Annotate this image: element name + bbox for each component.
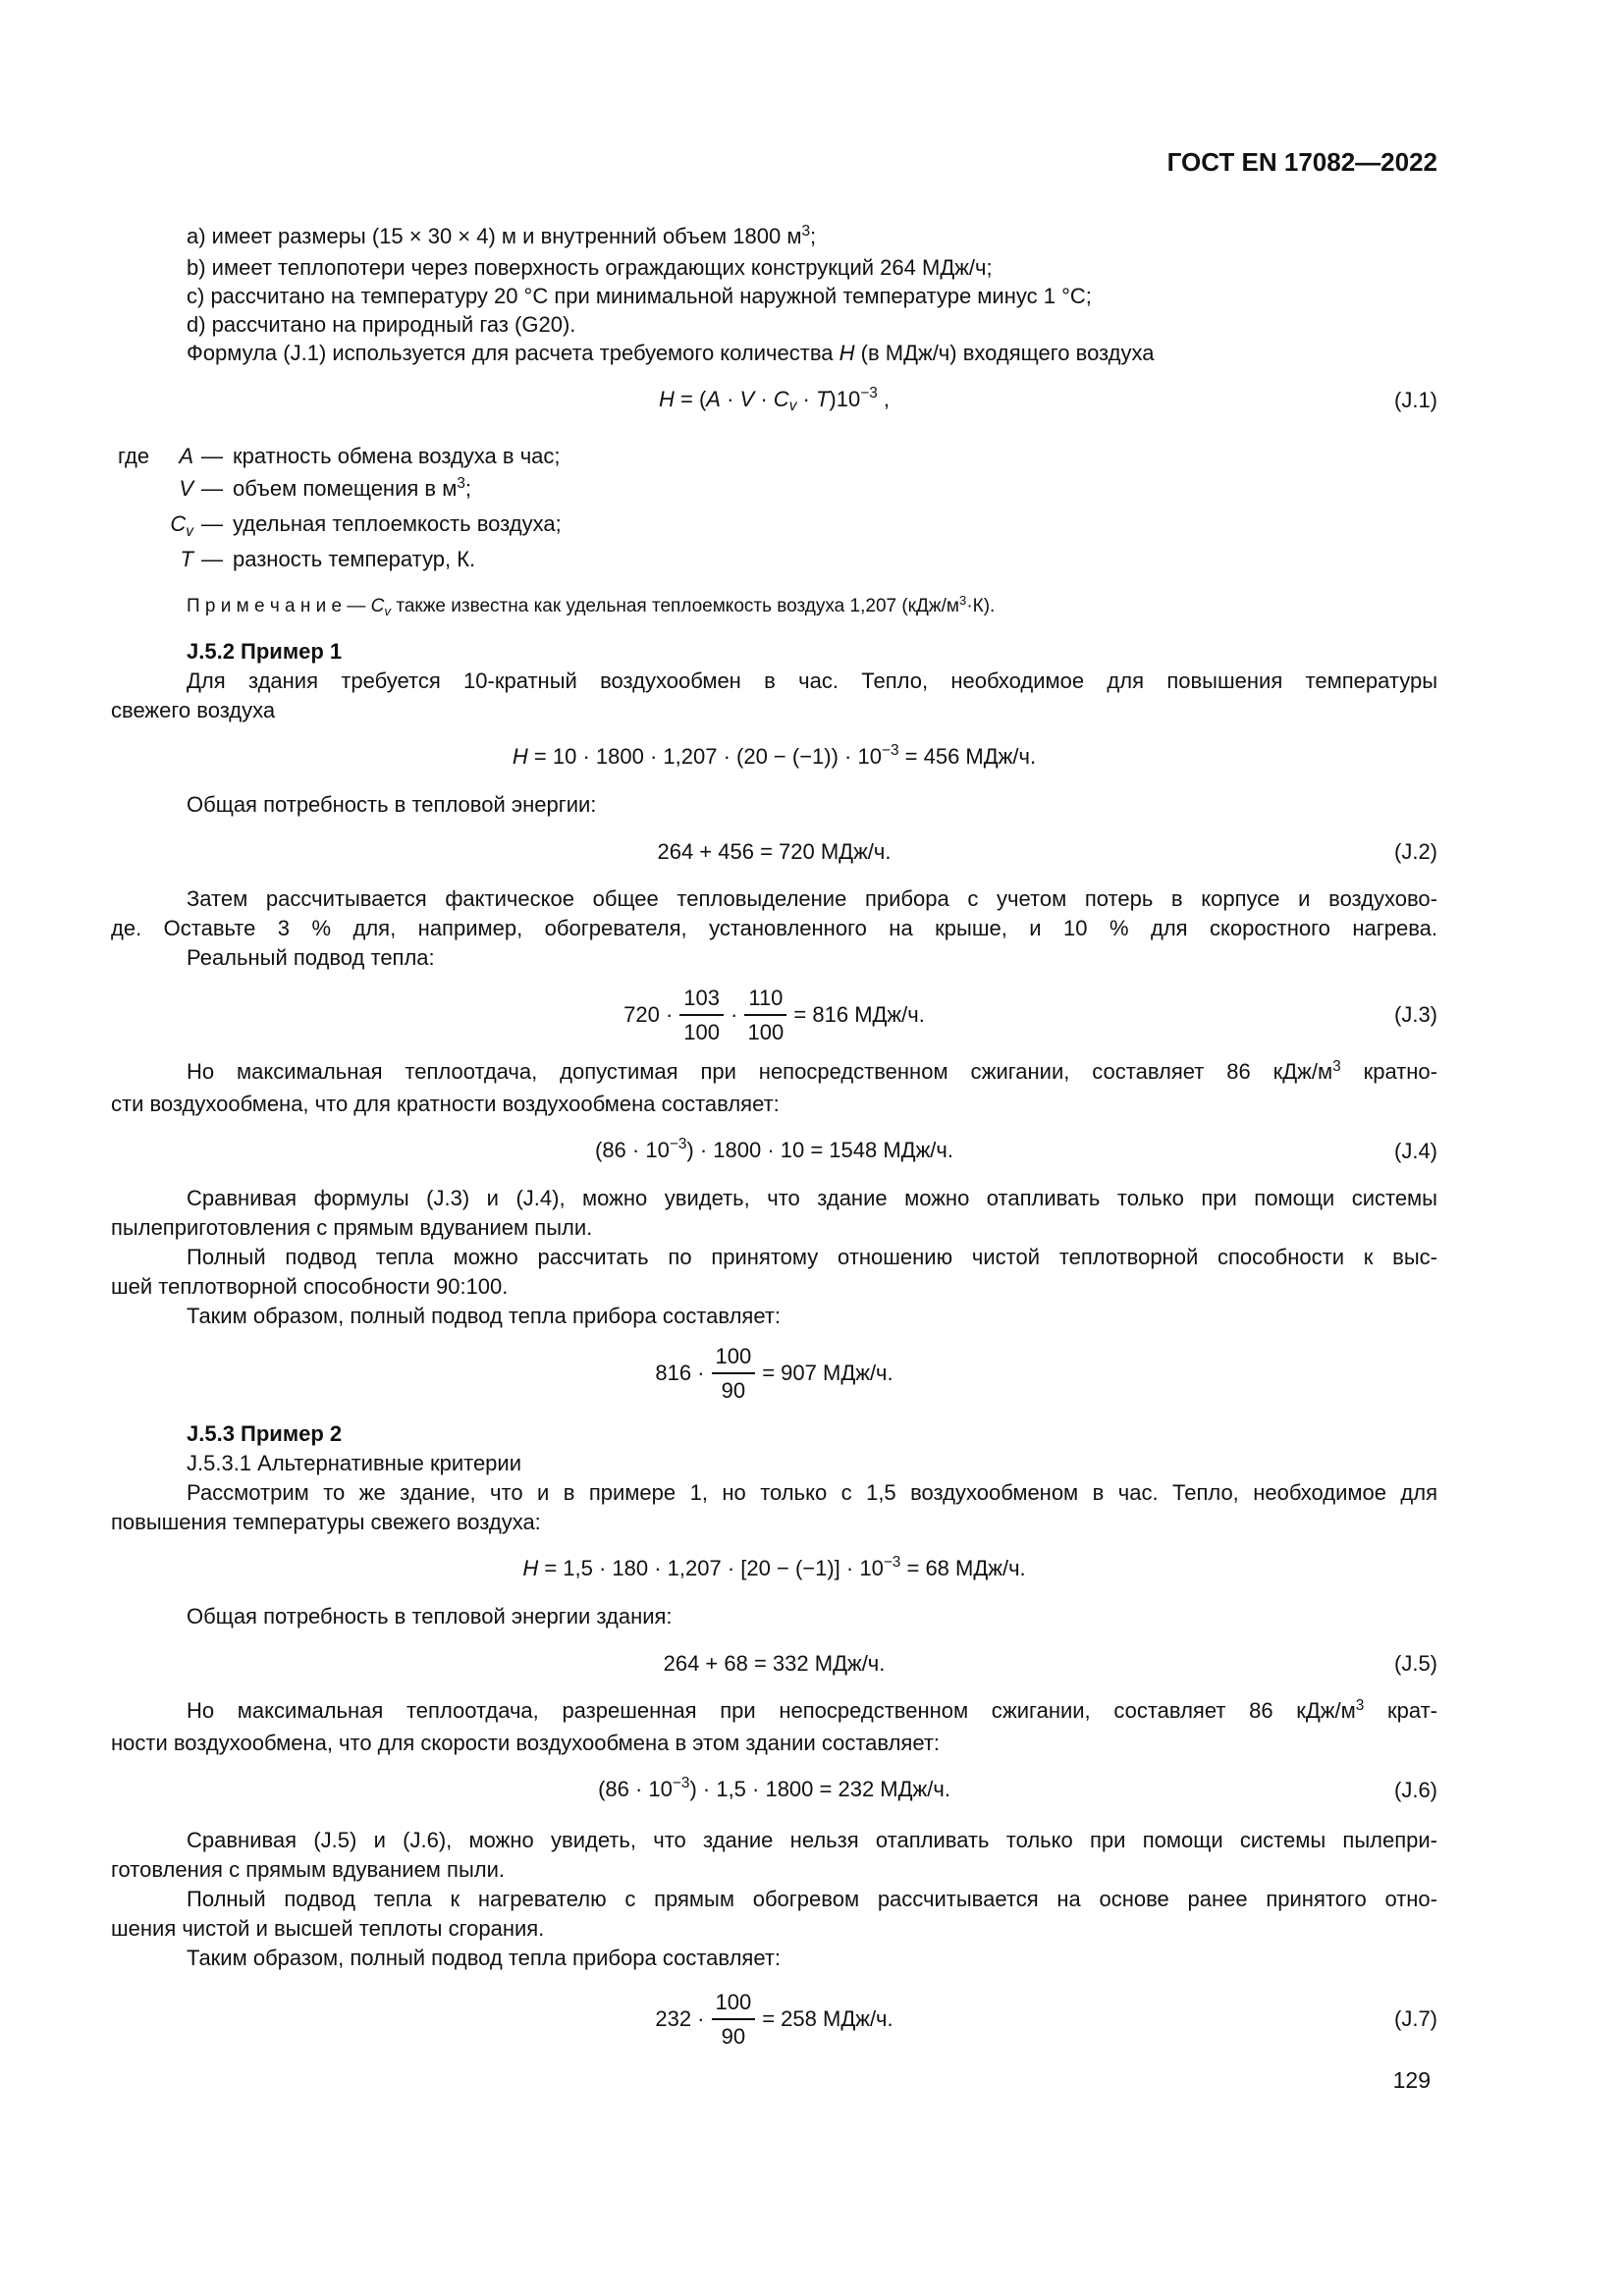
list-item-c: c) рассчитано на температуру 20 °С при минимальной наружной температуре минус 1 °С; [187,284,1092,308]
paragraph-line: сти воздухообмена, что для кратности воздухообмена составляет: [111,1092,780,1116]
variable-definition: объем помещения в $м^3$; [233,474,472,501]
fraction: $\frac{103}{100}$ [679,985,724,1045]
formula-j6-expression: $(86 \cdot 10^{-3}) \cdot 1,5 \cdot 1800 = 232$ МДж/ч. [598,1775,950,1801]
paragraph-line: пылеприготовления с прямым вдуванием пыли. [111,1215,593,1240]
formula-j5 [111,1646,1437,1682]
paragraph-line: Сравнивая формулы (J.3) и (J.4), можно увидеть, что здание можно отапливать только при помощи системы [187,1186,1437,1210]
formula-j1 [111,383,1437,418]
variable-definition: кратность обмена воздуха в час; [233,444,561,468]
paragraph-line: Рассмотрим то же здание, что и в примере 1, но только с 1,5 воздухообменом в час. Тепло, необходимое для [187,1480,1437,1505]
formula-j1-label: (J.1) [1394,388,1437,412]
variable-row [111,543,1437,575]
formula-j2-label: (J.2) [1394,839,1437,864]
dash: — [201,476,223,501]
formula-j3-expression: 720 · $\frac{103}{100}$ · $\frac{110}{100}$ = 816 МДж/ч. [623,986,925,1044]
variable-name: $C_v$ [170,511,193,540]
formula-j7-expression: 232 · $\frac{100}{90}$ = 258 МДж/ч. [655,1990,893,2049]
paragraph-line: Для здания требуется 10-кратный воздухообмен в час. Тепло, необходимое для повышения температуры [187,668,1437,693]
formula-h456 [111,740,1437,775]
document-code-header: ГОСТ EN 17082—2022 [1166,147,1437,177]
paragraph-line: Но максимальная теплоотдача, разрешенная при непосредственном сжигании, составляет 86 кДж/$м^3$ крат- [187,1696,1437,1723]
where-label: где [118,444,150,468]
fraction: $\frac{100}{90}$ [712,1343,756,1404]
paragraph-line: повышения температуры свежего воздуха: [111,1510,541,1534]
formula-j7 [111,1989,1437,2050]
paragraph-line: Таким образом, полный подвод тепла прибора составляет: [187,1946,782,1970]
paragraph-line: Общая потребность в тепловой энергии: [187,792,597,817]
dash: — [201,547,223,571]
paragraph-line: шения чистой и высшей теплоты сгорания. [111,1916,545,1941]
formula-j4-expression: $(86 \cdot 10^{-3}) \cdot 1800 \cdot 10 = 1548$ МДж/ч. [595,1136,953,1162]
formula-j6-label: (J.6) [1394,1778,1437,1802]
list-item-d: d) рассчитано на природный газ (G20). [187,312,576,337]
formula-907 [111,1343,1437,1404]
formula-j7-label: (J.7) [1394,2006,1437,2031]
paragraph-line: готовления с прямым вдуванием пыли. [111,1857,506,1882]
variable-row [111,472,1437,507]
dash: — [201,511,223,536]
paragraph-line: Но максимальная теплоотдача, допустимая при непосредственном сжигании, составляет 86 кДж/$м^3$ кратно- [187,1057,1437,1084]
variable-name: где A [111,440,193,472]
paragraph-line: Таким образом, полный подвод тепла прибора составляет: [187,1304,782,1328]
formula-h456-expression: $H = 10 \cdot 1800 \cdot 1,207 \cdot (20 - (-1)) \cdot 10^{-3} = 456$ МДж/ч. [512,742,1037,769]
variable-row [111,507,1437,543]
paragraph-line: Общая потребность в тепловой энергии здания: [187,1604,673,1629]
note-paragraph: П р и м е ч а н и е — $C_v$ также известна как удельная теплоемкость воздуха 1,207 $(кДж/м^3\cdot К)$. [187,592,996,618]
paragraph-line: Сравнивая (J.5) и (J.6), можно увидеть, что здание нельзя отапливать только при помощи системы пылепри- [187,1828,1437,1852]
variable-row [111,440,1437,472]
formula-j3-label: (J.3) [1394,1002,1437,1027]
fraction: $\frac{100}{90}$ [712,1989,756,2050]
heading-j531: J.5.3.1 Альтернативные критерии [187,1451,521,1475]
variable-name: V [179,476,193,501]
list-item-a: a) имеет размеры (15 × 30 × 4) м и внутренний объем 1800 $м^3$; [187,222,817,248]
list-item-b: b) имеет теплопотери через поверхность ограждающих конструкций 264 МДж/ч; [187,255,993,280]
formula-j4-label: (J.4) [1394,1139,1437,1163]
paragraph-formula-intro: Формула (J.1) используется для расчета требуемого количества H (в МДж/ч) входящего воздуха [187,341,1155,365]
formula-j5-expression: 264 + 68 = 332 МДж/ч. [663,1651,886,1676]
heading-j52: J.5.2 Пример 1 [187,639,343,664]
variable-name: T [180,547,193,571]
variable-definition: разность температур, К. [233,547,476,571]
paragraph-line: шей теплотворной способности 90:100. [111,1274,509,1299]
paragraph-line: Полный подвод тепла можно рассчитать по принятому отношению чистой теплотворной способности к выс- [187,1245,1437,1269]
formula-j3 [111,985,1437,1045]
variables-list [111,440,1437,575]
paragraph-line: свежего воздуха [111,698,276,722]
formula-j1-expression: $H = (A \cdot V \cdot C_v \cdot T)10^{-3}$ , [659,385,890,415]
variable-definition: удельная теплоемкость воздуха; [233,511,562,536]
formula-j4 [111,1134,1437,1169]
formula-h68 [111,1552,1437,1587]
formula-j6 [111,1773,1437,1808]
formula-j5-label: (J.5) [1394,1651,1437,1676]
formula-h68-expression: $H = 1,5 \cdot 180 \cdot 1,207 \cdot [20 - (-1)] \cdot 10^{-3} = 68$ МДж/ч. [522,1554,1026,1580]
paragraph-line: Затем рассчитывается фактическое общее тепловыделение прибора с учетом потерь в корпусе и воздухово- [187,886,1437,911]
formula-j2 [111,834,1437,870]
formula-j2-expression: 264 + 456 = 720 МДж/ч. [657,839,892,864]
formula-907-expression: 816 · $\frac{100}{90}$ = 907 МДж/ч. [655,1344,893,1403]
fraction: $\frac{110}{100}$ [744,985,786,1045]
paragraph-line: Полный подвод тепла к нагревателю с прямым обогревом рассчитывается на основе ранее принятого отно- [187,1887,1437,1911]
page-number: 129 [1392,2067,1431,2093]
paragraph-line: ности воздухообмена, что для скорости воздухообмена в этом здании составляет: [111,1731,941,1755]
heading-j53: J.5.3 Пример 2 [187,1421,343,1446]
dash: — [201,444,223,468]
paragraph-line: де. Оставьте 3 % для, например, обогревателя, установленного на крыше, и 10 % для скоростного нагрева. [111,916,1437,940]
paragraph-line: Реальный подвод тепла: [187,945,435,970]
list-items [111,222,1437,339]
